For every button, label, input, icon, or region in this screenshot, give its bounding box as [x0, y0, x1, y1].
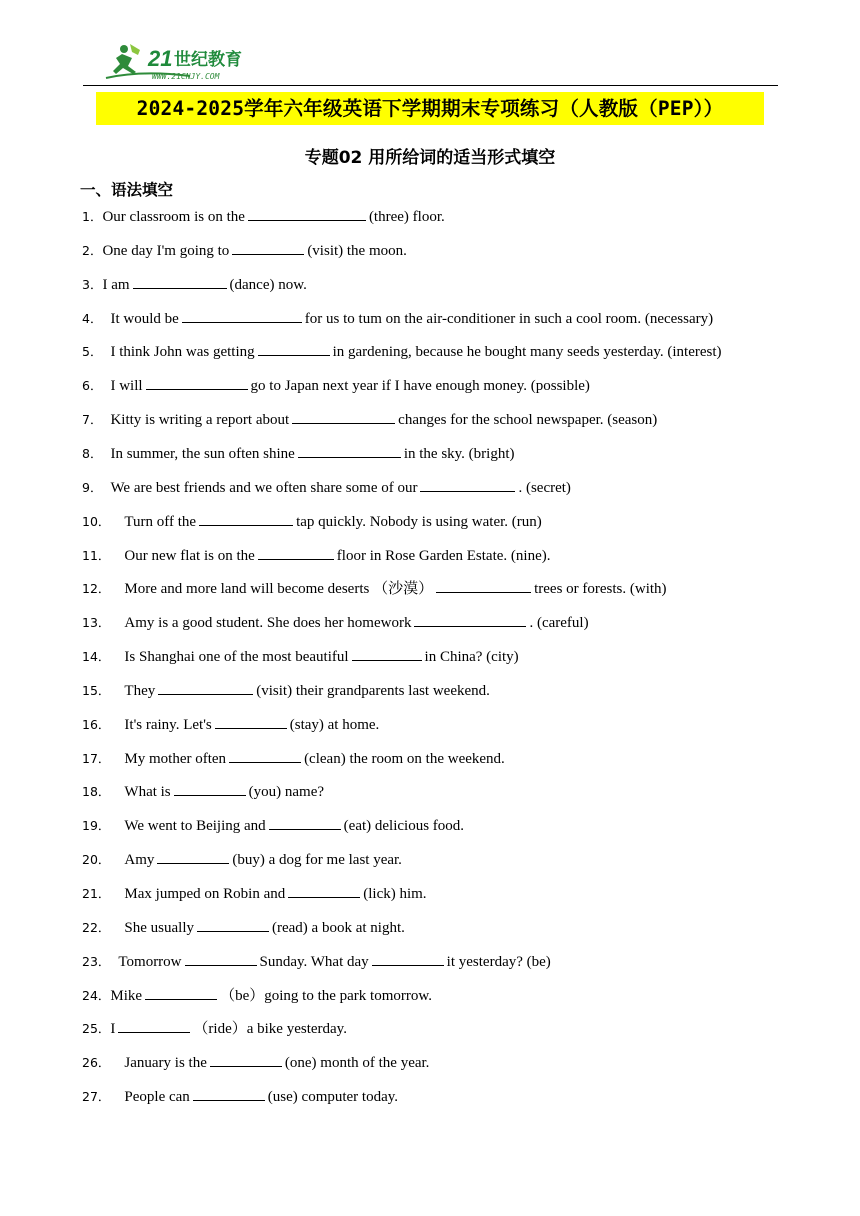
question-number: 27．	[82, 1089, 111, 1105]
question-item	[82, 375, 590, 397]
question-text-after: in gardening, because he bought many seeds yesterday. (interest)	[332, 344, 722, 361]
question-item	[82, 1052, 429, 1074]
document-title: 2024-2025学年六年级英语下学期期末专项练习（人教版（PEP））	[136, 97, 724, 120]
question-text-after: (you) name?	[248, 784, 325, 801]
question-number: 5．	[82, 344, 103, 360]
answer-blank[interactable]	[157, 849, 229, 864]
answer-blank[interactable]	[229, 748, 301, 763]
answer-blank[interactable]	[193, 1086, 265, 1101]
question-item	[82, 1018, 347, 1040]
question-item	[82, 545, 550, 567]
question-item	[82, 477, 571, 499]
section-heading: 一、语法填空	[80, 181, 174, 199]
question-text-after: (clean) the room on the weekend.	[304, 750, 505, 767]
question-number: 23．	[82, 953, 111, 969]
question-item	[82, 308, 713, 330]
question-number: 20．	[82, 852, 111, 868]
question-text-before: Mike	[110, 987, 143, 1004]
question-number: 14．	[82, 649, 111, 665]
question-text-before: Max jumped on Robin and	[124, 886, 286, 902]
question-text-before: I	[110, 1021, 116, 1038]
question-number: 4．	[82, 310, 103, 326]
question-text-before: Is Shanghai one of the most beautiful	[124, 649, 349, 666]
question-item	[82, 748, 505, 770]
question-text-before: More and more land will become deserts （沙漠）	[124, 581, 434, 598]
question-number: 16．	[82, 716, 111, 732]
question-item	[82, 680, 490, 702]
question-number: 22．	[82, 919, 111, 935]
question-text-before: They	[124, 682, 156, 699]
answer-blank[interactable]	[292, 409, 395, 424]
answer-blank[interactable]	[118, 1018, 190, 1033]
topic-subtitle: 专题02 用所给词的适当形式填空	[304, 148, 556, 168]
question-number: 9．	[82, 479, 103, 495]
question-number: 10．	[82, 513, 111, 529]
question-item	[82, 883, 427, 905]
answer-blank[interactable]	[298, 443, 401, 458]
question-text-before: What is	[124, 784, 171, 801]
question-text-before: Tomorrow	[118, 953, 182, 970]
question-text-after: (one) month of the year.	[284, 1055, 430, 1072]
question-text-before: Our new flat is on the	[124, 547, 255, 564]
question-item	[82, 781, 324, 803]
question-item	[82, 274, 307, 296]
question-text-after: floor in Rose Garden Estate. (nine).	[336, 547, 551, 564]
answer-blank[interactable]	[199, 511, 293, 526]
header-rule	[83, 85, 778, 86]
question-text-after: (use) computer today.	[267, 1089, 399, 1106]
question-text-before: Kitty is writing a report about	[110, 412, 290, 429]
question-number: 24．	[82, 987, 111, 1003]
answer-blank[interactable]	[197, 917, 269, 932]
question-item	[82, 443, 515, 465]
question-number: 21．	[82, 886, 111, 901]
question-text-after: . (secret)	[518, 479, 571, 496]
question-text-after: （ride）a bike yesterday.	[193, 1021, 347, 1038]
question-item	[82, 714, 379, 736]
question-number: 1．	[82, 209, 103, 224]
question-text-before: In summer, the sun often shine	[110, 445, 295, 462]
answer-blank[interactable]	[185, 951, 257, 966]
answer-blank[interactable]	[414, 612, 526, 627]
question-text-before: I am	[102, 276, 130, 293]
answer-blank[interactable]	[352, 646, 422, 661]
runner-logo-icon	[102, 40, 272, 84]
answer-blank[interactable]	[133, 274, 227, 289]
question-text-before: One day I'm going to	[102, 242, 230, 259]
question-text-after: in China? (city)	[424, 649, 519, 666]
answer-blank[interactable]	[436, 578, 531, 593]
answer-blank[interactable]	[288, 883, 360, 898]
question-text-after: (eat) delicious food.	[343, 818, 465, 835]
question-number: 17．	[82, 750, 111, 766]
question-item	[82, 409, 657, 431]
publisher-logo	[102, 40, 272, 84]
answer-blank[interactable]	[232, 240, 304, 255]
question-number: 6．	[82, 378, 103, 394]
question-number: 2．	[82, 242, 103, 258]
answer-blank[interactable]	[269, 815, 341, 830]
question-item	[82, 206, 445, 228]
question-number: 12．	[82, 581, 111, 597]
question-number: 7．	[82, 412, 103, 428]
question-text-after: tap quickly. Nobody is using water. (run)	[296, 513, 542, 530]
question-text-after: (visit) their grandparents last weekend.	[256, 682, 490, 699]
answer-blank[interactable]	[146, 375, 248, 390]
answer-blank[interactable]	[258, 545, 334, 560]
question-item	[82, 578, 667, 600]
question-text-before: I think John was getting	[110, 344, 255, 361]
answer-blank[interactable]	[372, 951, 444, 966]
logo-text: 世纪教育	[174, 50, 242, 70]
question-text-after: trees or forests. (with)	[534, 581, 667, 598]
question-text-before: I will	[110, 378, 143, 395]
question-number: 18．	[82, 784, 111, 800]
answer-blank[interactable]	[145, 985, 217, 1000]
question-number: 3．	[82, 276, 103, 292]
svg-text:WWW.21CNJY.COM: WWW.21CNJY.COM	[152, 72, 220, 81]
question-item	[82, 240, 407, 262]
question-text-before: People can	[124, 1089, 190, 1106]
question-text-middle: Sunday. What day	[259, 953, 369, 970]
question-text-after: (lick) him.	[363, 886, 427, 902]
question-item	[82, 511, 542, 533]
question-item	[82, 341, 722, 363]
question-text-after: go to Japan next year if I have enough money. (possible)	[250, 378, 590, 395]
answer-blank[interactable]	[210, 1052, 282, 1067]
question-item	[82, 1086, 398, 1108]
answer-blank[interactable]	[158, 680, 253, 695]
question-item	[82, 985, 432, 1007]
question-text-after: (three) floor.	[368, 209, 445, 225]
question-item	[82, 612, 589, 634]
question-text-before: January is the	[124, 1055, 207, 1072]
question-item	[82, 815, 464, 837]
question-number: 15．	[82, 682, 111, 698]
question-text-before: Turn off the	[124, 513, 197, 530]
answer-blank[interactable]	[215, 714, 287, 729]
answer-blank[interactable]	[248, 206, 366, 221]
question-text-after: for us to tum on the air-conditioner in such a cool room. (necessary)	[304, 310, 714, 327]
question-text-after: (visit) the moon.	[307, 242, 407, 259]
question-item	[82, 917, 405, 939]
question-item	[82, 849, 402, 871]
question-text-before: We are best friends and we often share some of our	[110, 479, 418, 496]
question-text-before: Amy is a good student. She does her homework	[124, 615, 412, 632]
question-number: 11．	[82, 547, 111, 563]
question-text-before: It's rainy. Let's	[124, 716, 212, 733]
question-text-before: It would be	[110, 310, 179, 327]
question-number: 19．	[82, 818, 111, 834]
question-text-after: it yesterday? (be)	[446, 953, 551, 970]
question-number: 25．	[82, 1021, 111, 1037]
question-text-after: (stay) at home.	[289, 716, 380, 733]
question-text-before: Our classroom is on the	[102, 209, 245, 225]
question-text-after: （be）going to the park tomorrow.	[220, 987, 432, 1004]
question-text-after: (read) a book at night.	[272, 919, 405, 936]
question-text-before: We went to Beijing and	[124, 818, 266, 835]
question-text-before: She usually	[124, 919, 194, 936]
question-text-after: . (careful)	[529, 615, 589, 632]
question-text-after: in the sky. (bright)	[403, 445, 515, 462]
question-number: 26．	[82, 1055, 111, 1071]
question-text-before: My mother often	[124, 750, 227, 767]
question-item	[82, 951, 551, 973]
answer-blank[interactable]	[174, 781, 246, 796]
question-text-after: changes for the school newspaper. (season)	[398, 412, 658, 429]
question-text-before: Amy	[124, 852, 155, 869]
question-item	[82, 646, 519, 668]
answer-blank[interactable]	[258, 341, 330, 356]
svg-text:21: 21	[148, 46, 173, 71]
answer-blank[interactable]	[182, 308, 302, 323]
question-text-after: (buy) a dog for me last year.	[232, 852, 402, 869]
question-number: 8．	[82, 445, 103, 461]
answer-blank[interactable]	[420, 477, 515, 492]
question-number: 13．	[82, 615, 111, 631]
question-text-after: (dance) now.	[229, 276, 307, 293]
